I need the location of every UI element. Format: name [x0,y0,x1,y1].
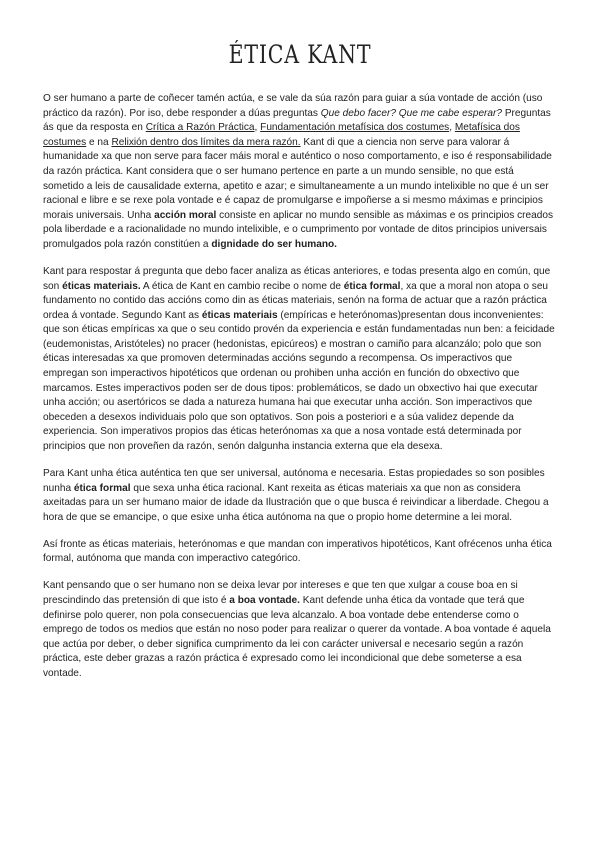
text-run: Para Kant unha ética auténtica ten que ser universal, autónoma e necesaria. Estas propiedades so son posibles nunha [43,468,545,494]
text-run: Preguntas ás que da resposta en [43,107,551,134]
paragraph-3 [43,467,557,525]
text-run: que sexa unha ética racional. Kant rexeita as éticas materiais xa que non as considera axeitadas para un ser humano maior de idade da Ilustración que o que busca é reivindicar a liberdade. Chegou a hora de que se emancipe, o que esixe unha ética autónoma na que o propio home determine a lei moral. [43,482,549,523]
text-run: , [254,122,261,134]
work-title-critica: Crítica a Razón Práctica [145,122,255,134]
bold-term: a boa vontade. [229,594,300,606]
bold-term: ética formal [73,482,131,494]
text-run: Kant defende unha ética da vontade que terá que definirse polo querer, non pola consecuencias que leva alcanzalo. A boa vontade debe entenderse como o emprego de todos os medios que están no noso poder para realizar o querer da vontade. A boa vontade é aquela que actúa por deber, o deber significa cumprimento da lei con carácter universal e necesario según a razón práctica, este deber grazas a razón práctica é expresado como lei incondicional que debe someterse a esa vontade. [43,594,551,679]
paragraph-1 [43,92,557,253]
bold-term: dignidade do ser humano. [211,238,337,250]
work-title-relixion: Relixión dentro dos límites da mera razón. [111,136,301,148]
text-run: , [449,122,455,134]
text-run: , xa que a moral non atopa o seu fundamento no contido das accións como din as éticas materiais, senón na forma de actuar que a razón práctica ordea á vontade. Segundo Kant as [43,280,549,321]
text-run: consiste en aplicar no mundo sensible as máximas e os principios creados pola liberdade e a racionalidade no mundo intelixible, e o cumprimento por vontade de ditos principios universais promulgados pola razón constitúen a [43,209,553,250]
document-body [43,92,557,694]
text-run: Así fronte as éticas materiais, heterónomas e que mandan con imperativos hipotéticos, Kant ofrécenos unha ética formal, autónoma que manda con imperactivo categórico. [43,538,552,565]
work-title-fundamentacion: Fundamentación metafísica dos costumes [260,122,450,134]
text-run: e na [86,136,112,148]
text-run: Kant di que a ciencia non serve para valorar á humanidade xa que non serve para facer máis moral e auténtico o noso comportamento, e iso é responsabilidade da razón práctica. Kant considera que o ser humano pertence en parte a un mundo sensible, no que está sometido a leis de causalidade externa, apetito e azar; e simultaneamente a un mundo intelixible no que é un ser racional e libre e se rexe pola vontade e é capaz de promulgarse e impoñerse a si mesmo máximas e principios morais universais. Unha [43,136,552,221]
bold-term: éticas materiais. [62,280,141,292]
paragraph-4 [43,538,557,567]
text-run: Kant para respostar á pregunta que debo facer analiza as éticas anteriores, e todas presenta algo en común, que son [43,265,551,292]
text-run: Kant pensando que o ser humano non se deixa levar por intereses e que ten que xulgar a couse boa en si prescindindo das pretensión di que isto é [43,580,518,606]
bold-term: éticas materiais [201,309,278,321]
paragraph-2 [43,265,557,455]
page-title: ÉTICA KANT [228,40,372,69]
text-run: A ética de Kant en cambio recibe o nome de [140,280,344,292]
bold-term: acción moral [154,209,217,221]
work-title-metafisica: Metafísica dos costumes [43,122,520,148]
question-2: Que me cabe esperar? [398,107,503,119]
text-run: O ser humano a parte de coñecer tamén actúa, e se vale da súa razón para guiar a súa vontade de acción (uso práctico da razón). Por iso, debe responder a dúas preguntas [43,93,543,119]
text-run: (empíricas e heterónomas)presentan dous inconvenientes: que son éticas empíricas xa que o seu contido provén da experiencia e están fundamentadas nun ben: a feicidade (eudemonistas, Aristóteles) no pracer (hedonistas, epicúreos) e mostran o camiño para alcanzálo; polo que son éticas interesadas xa que promoven determinadas accións segundo a recompensa. Os imperactivos que empregan son imperactivos hipotéticos que ordenan ou prohiben unha acción en función do obxectivo que marcamos. Estes imperactivos poden ser de dous tipos: problemáticos, se dado un obxectivo hai que executar unha acción; ou asertóricos se dada a natureza humana hai que executar unha acción. Son imperactivos que obeceden a desexos individuais polo que son optativos. Son pois a posteriori e a súa validez depende da experiencia. Son imperativos propios das éticas heterónomas xa que a nosa vontade está determinada por principios que non proveñen da razón, senón dalgunha instancia externa que ela desexa. [43,309,555,453]
bold-term: ética formal [343,280,401,292]
question-1: Que debo facer? [320,107,396,119]
paragraph-5 [43,579,557,681]
